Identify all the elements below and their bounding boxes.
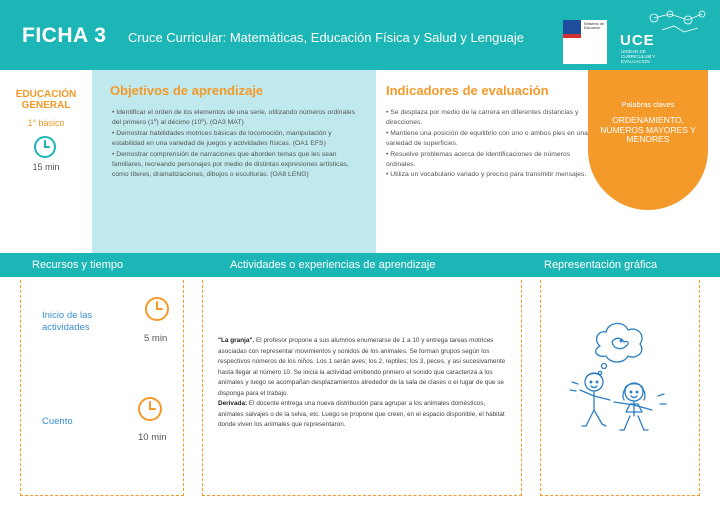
section-activities: Actividades o experiencias de aprendizaje bbox=[230, 259, 436, 271]
clock-icon-start bbox=[144, 296, 170, 322]
header-bar bbox=[0, 0, 720, 70]
activity-description bbox=[218, 336, 506, 431]
keywords-title: Palabras claves bbox=[621, 100, 675, 109]
keywords-words: ORDENAMIENTO, NÚMEROS MAYORES Y MENORES bbox=[600, 115, 696, 144]
government-logo bbox=[563, 20, 607, 64]
activity-variant-body: El docente entrega una nueva distribución para agrupar a los animales domésticos, animales salvajes o de la selva, etc. Luego se propone que creen, en el espacio disponible, el hábitat donde viven los animales que representaron. bbox=[218, 400, 505, 428]
section-resources: Recursos y tiempo bbox=[32, 259, 124, 271]
education-label: EDUCACIÓN GENERAL bbox=[15, 89, 77, 111]
flag-blue-block bbox=[563, 20, 581, 34]
story-time: 10 min bbox=[138, 432, 167, 443]
children-playing-illustration bbox=[566, 312, 676, 434]
level-panel bbox=[0, 70, 92, 253]
arrow-doodle-icon bbox=[656, 182, 688, 206]
objectives-panel bbox=[92, 70, 376, 253]
start-activities-time: 5 min bbox=[144, 333, 168, 344]
clock-icon bbox=[33, 135, 57, 159]
page-title: Cruce Curricular: Matemáticas, Educación Física y Salud y Lenguaje bbox=[128, 30, 524, 45]
indicators-text: • Se desplaza por medio de la carrera en diferentes distancias y direcciones. • Mantiene una posición de equilibrio con uno o ambos pies en una variedad de superficies. • Resuelve problemas acerca de identificaciones de números ordinales. • Utiliza un vocabulario variado y preciso para transmitir mensajes. bbox=[386, 109, 588, 179]
objectives-text: • Identificar el orden de los elementos de una serie, utilizando números ordinales del primero (1º) al décimo (10º). (OA3 MAT) • Demostrar habilidades motrices básicas de locomoción, manipulación y estabilidad en una variedad de juegos y actividades físicas. (OA1 EFS) • Demostrar comprensión de narraciones que aborden temas que les sean familiares, recreando personajes por medio de distintas expresiones artísticas, como títeres, dramatizaciones, dibujos o esculturas. (OA8 LENG) bbox=[112, 109, 356, 179]
indicators-title: Indicadores de evaluación bbox=[386, 83, 549, 98]
ficha-number: FICHA 3 bbox=[22, 24, 107, 47]
story-label: Cuento bbox=[42, 416, 73, 427]
uce-logo: UCE bbox=[620, 32, 655, 49]
grade-label: 1° básico bbox=[27, 118, 65, 128]
objectives-title: Objetivos de aprendizaje bbox=[110, 83, 264, 98]
activity-title: "La granja". bbox=[218, 337, 255, 344]
flag-red-stripe bbox=[563, 34, 581, 38]
keywords-badge bbox=[588, 70, 708, 210]
government-logo-text: Ministerio de Educación bbox=[584, 22, 604, 30]
total-duration: 15 min bbox=[32, 162, 60, 172]
clock-icon-story bbox=[137, 396, 163, 422]
section-bar bbox=[0, 253, 720, 277]
section-representation: Representación gráfica bbox=[544, 259, 658, 271]
activity-body: El profesor propone a sus alumnos enumerarse de 1 a 10 y entrega tareas motrices asociadas con representar movimientos y sonidos de los animales. Se forman grupos según los respectivos números de los niños. Los 1 serán aves; los 2, reptiles; los 3, peces, y así sucesivamente hasta llegar al número 10. Se inicia la actividad emitiendo primero el sonido que caracteriza a los animales y luego se acompañan desplazamientos alrededor de la sala de clases o el lugar de que se disponga para el trabajo. bbox=[218, 337, 506, 397]
start-activities-label: Inicio de las actividades bbox=[42, 310, 93, 333]
uce-subtitle: UNIDAD DE CURRICULUM Y EVALUACION bbox=[621, 49, 656, 64]
activity-variant-title: Derivada: bbox=[218, 400, 248, 407]
